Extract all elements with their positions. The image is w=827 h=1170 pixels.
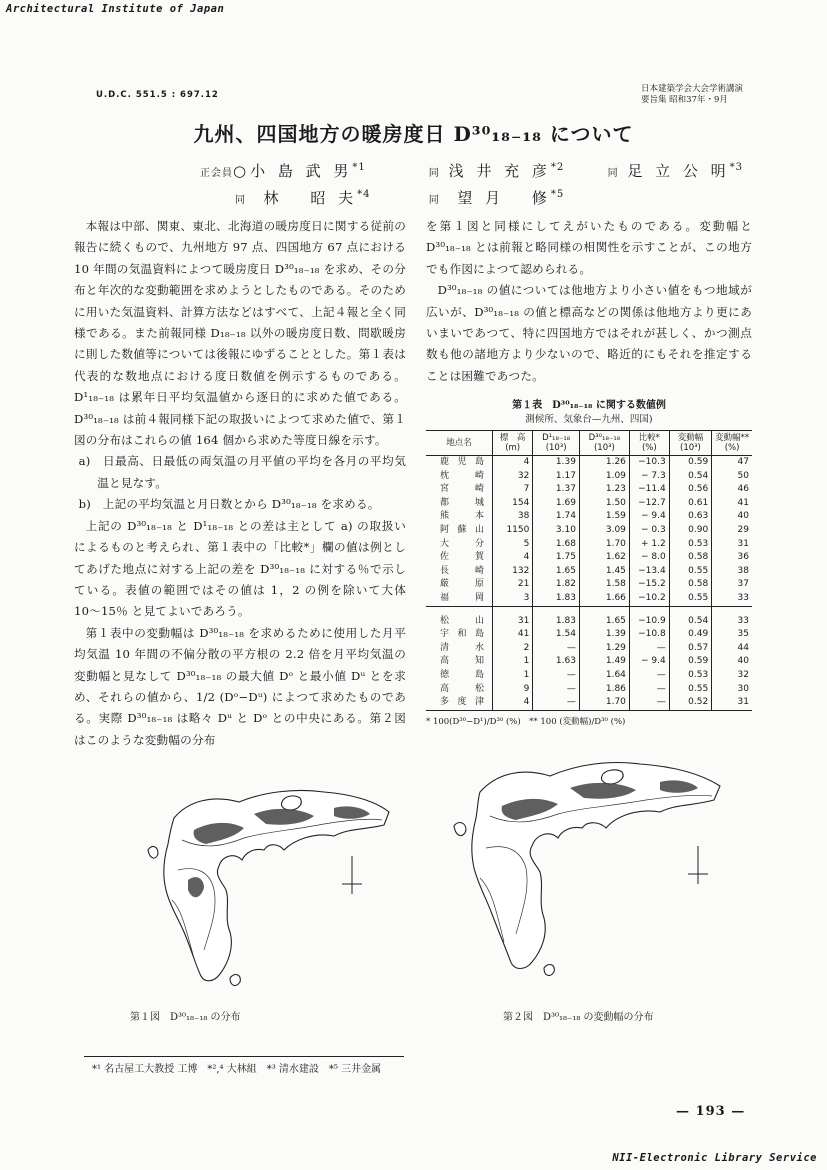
table-cell: 1.70 [579, 696, 629, 710]
station-name: 宇和島 [440, 629, 484, 640]
author-mark: *4 [357, 189, 371, 200]
data-table-wrap [426, 430, 752, 727]
table-row [426, 483, 752, 497]
station-name: 鹿児島 [440, 457, 484, 467]
table-cell: 35 [712, 628, 752, 642]
table-cell: — [533, 642, 580, 656]
table-cell: 1.17 [533, 470, 580, 484]
author-role: 同 [235, 195, 246, 206]
table-header-cell: 変動幅 (10³) [669, 431, 712, 456]
table-row [426, 524, 752, 538]
table-gap-cell [493, 606, 533, 615]
table-cell: 1.39 [533, 456, 580, 470]
author-role: 同 [607, 168, 619, 179]
page-number: — 193 — [676, 1104, 746, 1119]
table-cell: 50 [712, 470, 752, 484]
table-row [426, 669, 752, 683]
author-name: 望 月 修 [457, 189, 551, 207]
table-cell: — [629, 669, 669, 683]
table-cell: 1.29 [579, 642, 629, 656]
station-name: 福岡 [440, 592, 484, 603]
table-cell: + 1.2 [629, 538, 669, 552]
table-cell: 31 [493, 615, 533, 629]
author-name: 浅 井 充 彦 [448, 162, 551, 180]
table-header-cell: 変動幅** (%) [712, 431, 752, 456]
station-name: 清水 [440, 642, 484, 653]
island [281, 796, 301, 810]
table-row [426, 565, 752, 579]
table-cell: 3.10 [533, 524, 580, 538]
table-gap-cell [669, 606, 712, 615]
table-cell: 0.56 [669, 483, 712, 497]
author-mark: *1 [352, 162, 366, 173]
table-cell: 0.55 [669, 592, 712, 606]
author-mark: *5 [550, 189, 565, 200]
table-cell: 1.63 [533, 655, 580, 669]
table-cell: 38 [712, 565, 752, 579]
footnote-divider [84, 1056, 404, 1057]
table-cell: 1.59 [579, 510, 629, 524]
table-header-cell: D¹₁₈₋₁₈ (10³) [533, 431, 580, 456]
table-row [426, 615, 752, 629]
table-cell: 1.83 [533, 615, 580, 629]
conference-line-2: 要旨集 昭和37年・9月 [640, 95, 728, 105]
table-cell: 9 [493, 683, 533, 697]
table-cell: 36 [712, 551, 752, 565]
table-gap-cell [533, 606, 580, 615]
table-row [426, 683, 752, 697]
station-name: 厳原 [440, 579, 484, 590]
table-cell: 1.45 [579, 565, 629, 579]
island [544, 965, 554, 976]
table-cell: 33 [712, 615, 752, 629]
station-name: 松山 [440, 615, 484, 626]
table-cell: — [629, 683, 669, 697]
table-row [426, 592, 752, 606]
left-text-column [74, 216, 406, 751]
author-mark: *2 [550, 162, 565, 173]
station-name: 宮崎 [440, 484, 484, 495]
table-cell: −11.4 [629, 483, 669, 497]
table-cell: 0.52 [669, 696, 712, 710]
station-name: 高知 [440, 656, 484, 667]
table-cell: 0.54 [669, 470, 712, 484]
island [454, 823, 466, 836]
figure-2-map [440, 742, 740, 987]
table-cell: 41 [493, 628, 533, 642]
table-cell: 1.70 [579, 538, 629, 552]
table-cell: 132 [493, 565, 533, 579]
station-name: 徳島 [440, 669, 484, 680]
table-header-cell: 標 高 (m) [493, 431, 533, 456]
paragraph: 第１表中の変動幅は D³⁰₁₈₋₁₈ を求めるために使用した月平均気温 10 年間の不偏分散の平方根の 2.2 倍を月平均気温の変動幅と見なして D³⁰₁₈₋₁₈ の最大値 Dᵒ と最小値 Dᵘ とを求め、それらの値から、1/2 (Dᵒ−Dᵘ) によつて求めたものである。実際 D³⁰₁₈₋₁₈ は略々 Dᵘ と Dᵒ との中央にある。第２図はこのような変動幅の分布 [74, 625, 406, 747]
station-name: 佐賀 [440, 552, 484, 563]
institution-header: Architectural Institute of Japan [6, 3, 225, 15]
conference-info [641, 84, 743, 106]
paragraph: 本報は中部、関東、東北、北海道の暖房度日に関する従前の報告に続くもので、九州地方 97 点、四国地方 67 点における 10 年間の気温資料によつて暖房度日 D³⁰₁₈₋₁₈ を求め、その分布と年次的な変動範囲を求めようとしたものである。そのために用いた気温資料、計算方法などはすべて、上記４報と全く同様である。また前報同様 D₁₈₋₁₈ 以外の暖房度日数、問歇暖房に則した数値等については後報にゆずることとした。第１表は代表的な数地点における度日数値を例示するものである。D¹₁₈₋₁₈ は累年日平均気温値から逐日的に求めた値である。D³⁰₁₈₋₁₈ は前４報同様下記の取扱いによつて求めた値で、第１図の分布はこれらの値 164 個から求めた等度日線を示す。 [74, 219, 406, 448]
table-cell: 1.65 [579, 615, 629, 629]
table-cell: 1.68 [533, 538, 580, 552]
table-caption [426, 396, 752, 425]
table-cell: 2 [493, 642, 533, 656]
station-name: 高松 [440, 683, 484, 694]
island [230, 975, 240, 986]
table-row [426, 696, 752, 710]
table-cell: 0.54 [669, 615, 712, 629]
author-role: 正会員 [200, 168, 233, 179]
table-gap-row [426, 606, 752, 615]
table-cell: 32 [493, 470, 533, 484]
station-name: 枕崎 [440, 470, 484, 481]
island [148, 847, 158, 859]
table-row [426, 456, 752, 470]
table-cell: 0.57 [669, 642, 712, 656]
table-cell: 1.50 [579, 497, 629, 511]
table-cell: — [629, 642, 669, 656]
table-cell: 1 [493, 655, 533, 669]
table-cell: 41 [712, 497, 752, 511]
table-cell: 3 [493, 592, 533, 606]
paragraph: 上記の D³⁰₁₈₋₁₈ と D¹₁₈₋₁₈ との差は主として a) の取扱いによるものと考えられ、第１表中の「比較*」欄の値は例としてあげた地点に対する上記の差を D³⁰₁₈₋₁₈ に対する％で示している。表値の範囲ではその値は 1，2 の例を除いて大体 10〜15％ と見てよいであろう。 [74, 518, 406, 619]
author-name: 足 立 公 明 [627, 162, 730, 180]
table-cell: 1.64 [579, 669, 629, 683]
author-name: ○小 島 武 男 [233, 162, 353, 180]
table-subtitle: 測候所、気象台—九州、四国) [525, 414, 653, 425]
table-cell: 1150 [493, 524, 533, 538]
author-role: 同 [428, 168, 440, 179]
table-cell: 154 [493, 497, 533, 511]
table-cell: −13.4 [629, 565, 669, 579]
table-cell: 3.09 [579, 524, 629, 538]
table-cell: 1 [493, 669, 533, 683]
table-cell: 0.59 [669, 456, 712, 470]
table-cell: — [629, 696, 669, 710]
table-cell: — [533, 696, 580, 710]
list-item-b: b) 上記の平均気温と月日数とから D³⁰₁₈₋₁₈ を求める。 [78, 497, 380, 512]
list-item-a: a) 日最高、日最低の両気温の月平値の平均を各月の平均気温と見なす。 [78, 454, 406, 490]
table-cell: −15.2 [629, 578, 669, 592]
table-cell: 1.09 [579, 470, 629, 484]
table-gap-cell [426, 606, 493, 615]
table-cell: 0.53 [669, 538, 712, 552]
table-note: * 100(D³⁰−D¹)/D³⁰ (%) ** 100 (変動幅)/D³⁰ (%) [426, 716, 626, 727]
table-cell: −10.9 [629, 615, 669, 629]
table-cell: 1.26 [579, 456, 629, 470]
table-cell: 7 [493, 483, 533, 497]
paper-title: 九州、四国地方の暖房度日 D³⁰₁₈₋₁₈ について [193, 122, 634, 146]
table-header-cell: 比較* (%) [629, 431, 669, 456]
table-cell: 29 [712, 524, 752, 538]
author-mark: *3 [729, 162, 744, 173]
station-name: 阿蘇山 [440, 524, 484, 535]
table-cell: − 0.3 [629, 524, 669, 538]
table-cell: 5 [493, 538, 533, 552]
station-name: 長崎 [440, 565, 484, 576]
table-cell: 0.61 [669, 497, 712, 511]
table-row [426, 538, 752, 552]
table-cell: 38 [493, 510, 533, 524]
table-cell: 31 [712, 696, 752, 710]
udc-code: U.D.C. 551.5 : 697.12 [96, 90, 219, 100]
table-cell: −12.7 [629, 497, 669, 511]
table-row [426, 551, 752, 565]
figure-2-caption: 第２図 D³⁰₁₈₋₁₈ の変動幅の分布 [503, 1012, 654, 1023]
table-cell: 37 [712, 578, 752, 592]
table-header-cell: D³⁰₁₈₋₁₈ (10³) [579, 431, 629, 456]
table-gap-cell [579, 606, 629, 615]
table-cell: 4 [493, 696, 533, 710]
table-cell: 33 [712, 592, 752, 606]
table-cell: −10.3 [629, 456, 669, 470]
author-row-1 [200, 160, 743, 181]
author-role: 同 [428, 195, 440, 206]
table-cell: 32 [712, 669, 752, 683]
table-gap-cell [629, 606, 669, 615]
table-cell: − 9.4 [629, 510, 669, 524]
figure-1-caption: 第１図 D³⁰₁₈₋₁₈ の分布 [130, 1012, 241, 1023]
author-row-2 [235, 187, 564, 208]
table-row [426, 578, 752, 592]
table-cell: 40 [712, 510, 752, 524]
table-cell: 40 [712, 655, 752, 669]
table-cell: 1.58 [579, 578, 629, 592]
table-row [426, 642, 752, 656]
footer-service: NII-Electronic Library Service [612, 1152, 817, 1164]
table-cell: 1.82 [533, 578, 580, 592]
table-cell: − 7.3 [629, 470, 669, 484]
table-cell: 1.65 [533, 565, 580, 579]
conference-line-1: 日本建築学会大会学術講演 [640, 84, 743, 94]
table-title: 第１表 D³⁰₁₈₋₁₈ に関する数値例 [512, 400, 666, 411]
author-name: 林 昭 夫 [263, 189, 358, 207]
table-row [426, 497, 752, 511]
station-name: 大分 [440, 538, 484, 549]
table-cell: 0.53 [669, 669, 712, 683]
right-text-column [426, 216, 752, 387]
paragraph: D³⁰₁₈₋₁₈ の値については他地方より小さい値をもつ地域が広いが、D³⁰₁₈₋₁₈ の値と標高などの関係は他地方より更にあいまいであつて、特に四国地方ではそれが甚しく、かつ測点数も他の諸地方より少ないので、略近的にもそれを推定することは困難であつた。 [426, 283, 752, 383]
table-cell: 1.37 [533, 483, 580, 497]
table-cell: — [533, 683, 580, 697]
table-header-cell: 地点名 [426, 431, 493, 456]
table-row [426, 510, 752, 524]
footnote: *¹ 名古屋工大教授 工博 *²,⁴ 大林組 *³ 清水建設 *⁵ 三井金属 [92, 1064, 382, 1075]
table-cell: 1.66 [579, 592, 629, 606]
table-cell: 1.54 [533, 628, 580, 642]
table-cell: 1.86 [579, 683, 629, 697]
station-name: 多度津 [440, 697, 484, 708]
table-cell: 1.39 [579, 628, 629, 642]
table-cell: — [533, 669, 580, 683]
table-cell: 46 [712, 483, 752, 497]
table-cell: 4 [493, 551, 533, 565]
table-cell: −10.8 [629, 628, 669, 642]
table-cell: 1.83 [533, 592, 580, 606]
table-cell: 0.55 [669, 683, 712, 697]
table-cell: 0.49 [669, 628, 712, 642]
station-name: 都城 [440, 497, 484, 508]
table-cell: −10.2 [629, 592, 669, 606]
table-row [426, 628, 752, 642]
table-cell: 0.90 [669, 524, 712, 538]
table-cell: 0.55 [669, 565, 712, 579]
table-cell: 30 [712, 683, 752, 697]
table-cell: 1.62 [579, 551, 629, 565]
data-table [426, 430, 752, 711]
table-row [426, 655, 752, 669]
table-cell: 31 [712, 538, 752, 552]
table-row [426, 470, 752, 484]
table-cell: − 8.0 [629, 551, 669, 565]
table-cell: 0.59 [669, 655, 712, 669]
table-cell: 1.74 [533, 510, 580, 524]
table-cell: 1.69 [533, 497, 580, 511]
table-cell: 44 [712, 642, 752, 656]
table-cell: 21 [493, 578, 533, 592]
table-cell: 0.58 [669, 551, 712, 565]
table-cell: 0.63 [669, 510, 712, 524]
table-cell: 1.23 [579, 483, 629, 497]
station-name: 熊本 [440, 511, 484, 522]
table-cell: − 9.4 [629, 655, 669, 669]
table-cell: 47 [712, 456, 752, 470]
table-cell: 1.75 [533, 551, 580, 565]
table-gap-cell [712, 606, 752, 615]
table-cell: 0.58 [669, 578, 712, 592]
figure-1-map [134, 770, 402, 998]
paragraph: を第１図と同様にしてえがいたものである。変動幅と D³⁰₁₈₋₁₈ とは前報と略同様の相関性を示すことが、この地方でも作図によつて認められる。 [426, 219, 752, 276]
table-cell: 4 [493, 456, 533, 470]
table-cell: 1.49 [579, 655, 629, 669]
